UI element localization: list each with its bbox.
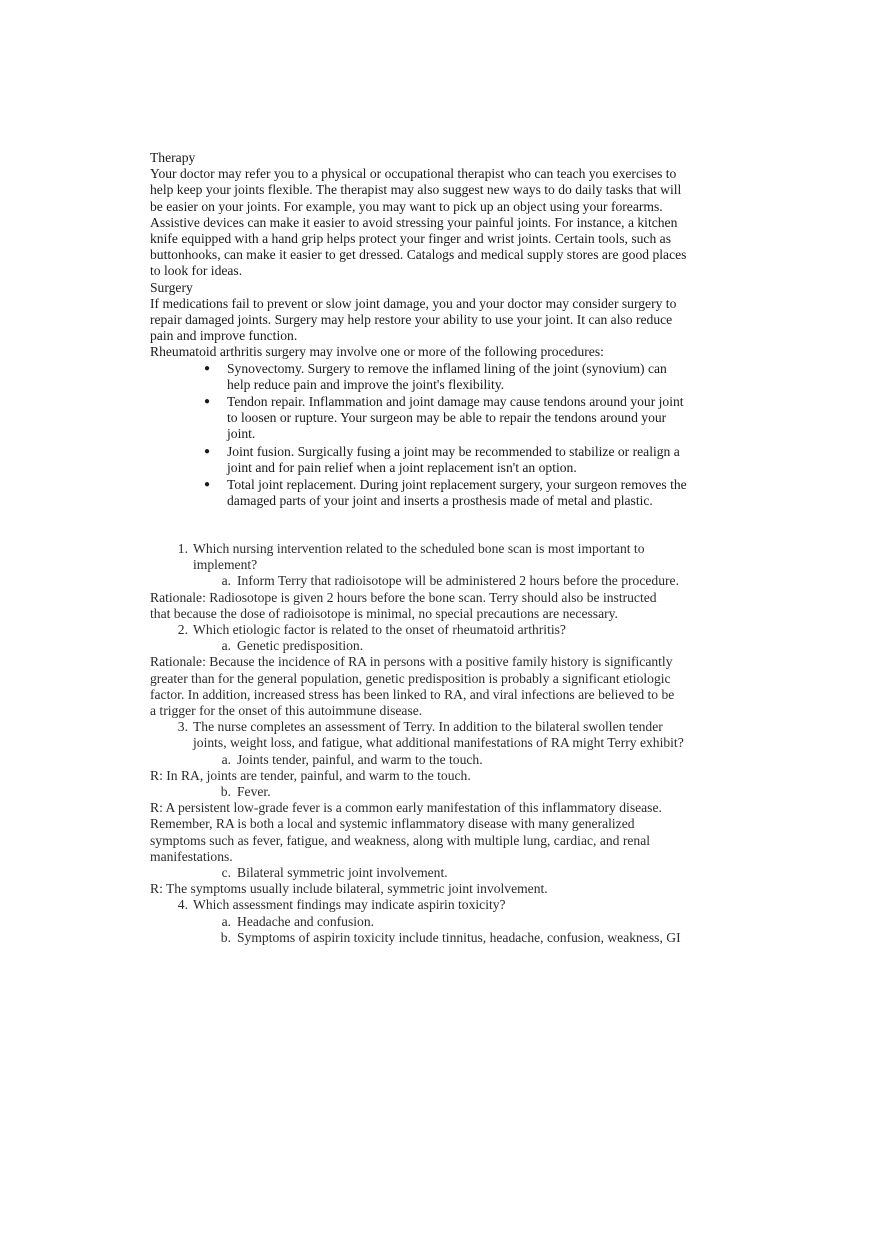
list-item [150,444,690,476]
answer-text: Inform Terry that radioisotope will be administered 2 hours before the procedure. [237,573,679,589]
rationale-3c: R: The symptoms usually include bilateral, symmetric joint involvement. [150,881,548,897]
therapy-heading: Therapy [150,150,196,165]
questions-section [0,541,880,946]
answer-letter: a. [221,913,231,929]
list-item [150,394,690,443]
therapy-paragraph-1: Your doctor may refer you to a physical or occupational therapist who can teach you exercises to help keep your joints flexible. The therapist may also suggest new ways to do daily tasks that will be easier on your joints. For example, you may want to pick up an object using your forearms. [150,166,682,214]
therapy-paragraph-2: Assistive devices can make it easier to avoid stressing your painful joints. For instance, a kitchen knife equipped with a hand grip helps protect your finger and wrist joints. Certain tools, such as buttonhooks, can make it easier to get dressed. Catalogs and medical supply stores are good places to look for ideas. [150,214,687,279]
answer-letter: b. [220,784,231,800]
answer-text: Symptoms of aspirin toxicity include tinnitus, headache, confusion, weakness, GI [237,929,681,945]
answer-letter: a. [221,638,231,654]
answer-4a [0,914,880,930]
answer-text: Genetic predisposition. [237,638,364,654]
answer-letter: c. [221,865,231,881]
question-2 [0,622,880,638]
rationale-3b: R: A persistent low-grade fever is a common early manifestation of this inflammatory disease. Remember, RA is both a local and systemic inflammatory disease with many generalized symptoms such as fever, fatigue, and weakness, along with multiple lung, cardiac, and renal manifestations. [150,800,662,864]
rationale-1a: Rationale: Radiosotope is given 2 hours before the bone scan. Terry should also be instructed that because the dose of radioisotope is minimal, no special precautions are necessary. [150,589,657,621]
question-number: 1. [177,541,188,556]
question-number: 3. [177,719,188,735]
bullet-icon: ● [204,445,211,457]
list-item [150,361,690,393]
answer-letter: b. [220,929,231,945]
answer-letter: a. [221,573,231,589]
surgery-heading: Surgery [150,279,193,295]
question-3 [0,719,880,751]
bullet-icon: ● [204,362,211,374]
question-4 [0,897,880,913]
procedure-text: Tendon repair. Inflammation and joint damage may cause tendons around your joint to loosen or rupture. Your surgeon may be able to repair the tendons around your joint. [227,394,684,442]
surgery-paragraph-1: If medications fail to prevent or slow joint damage, you and your doctor may consider surgery to repair damaged joints. Surgery may help restore your ability to use your joint. It can also reduce pain and improve function. [150,295,677,344]
answer-text: Bilateral symmetric joint involvement. [237,865,448,881]
answer-text: Fever. [237,784,271,800]
question-number: 2. [177,622,188,638]
answer-2a [0,638,880,654]
question-text: Which etiologic factor is related to the onset of rheumatoid arthritis? [193,622,566,638]
answer-text: Joints tender, painful, and warm to the touch. [237,751,483,767]
question-text: Which assessment findings may indicate aspirin toxicity? [193,897,506,913]
question-text: Which nursing intervention related to the scheduled bone scan is most important to implement? [193,541,645,573]
procedure-list [150,361,690,510]
procedure-text: Synovectomy. Surgery to remove the inflamed lining of the joint (synovium) can help reduce pain and improve the joint's flexibility. [227,360,667,392]
answer-3a [0,752,880,768]
surgery-paragraph-2: Rheumatoid arthritis surgery may involve one or more of the following procedures: [150,344,604,360]
rationale-2a: Rationale: Because the incidence of RA in persons with a positive family history is significantly greater than for the general population, genetic predisposition is probably a significant etiologic factor. In addition, increased stress has been linked to RA, and viral infections are believed to be a trigger for the onset of this autoimmune disease. [150,654,675,719]
answer-text: Headache and confusion. [237,913,375,929]
bullet-icon: ● [204,396,211,408]
bullet-icon: ● [204,479,211,491]
answer-1a [0,573,880,589]
answer-letter: a. [221,751,231,767]
question-number: 4. [177,897,188,913]
question-1 [0,541,880,573]
answer-3c [0,865,880,881]
answer-4b [0,930,880,946]
rationale-3a: R: In RA, joints are tender, painful, and warm to the touch. [150,767,471,783]
answer-3b [0,784,880,800]
therapy-surgery-section [150,150,690,510]
question-text: The nurse completes an assessment of Terry. In addition to the bilateral swollen tender joints, weight loss, and fatigue, what additional manifestations of RA might Terry exhibit? [193,719,684,751]
list-item [150,477,690,509]
procedure-text: Total joint replacement. During joint replacement surgery, your surgeon removes the damaged parts of your joint and inserts a prosthesis made of metal and plastic. [227,477,687,509]
procedure-text: Joint fusion. Surgically fusing a joint may be recommended to stabilize or realign a joint and for pain relief when a joint replacement isn't an option. [227,443,680,475]
